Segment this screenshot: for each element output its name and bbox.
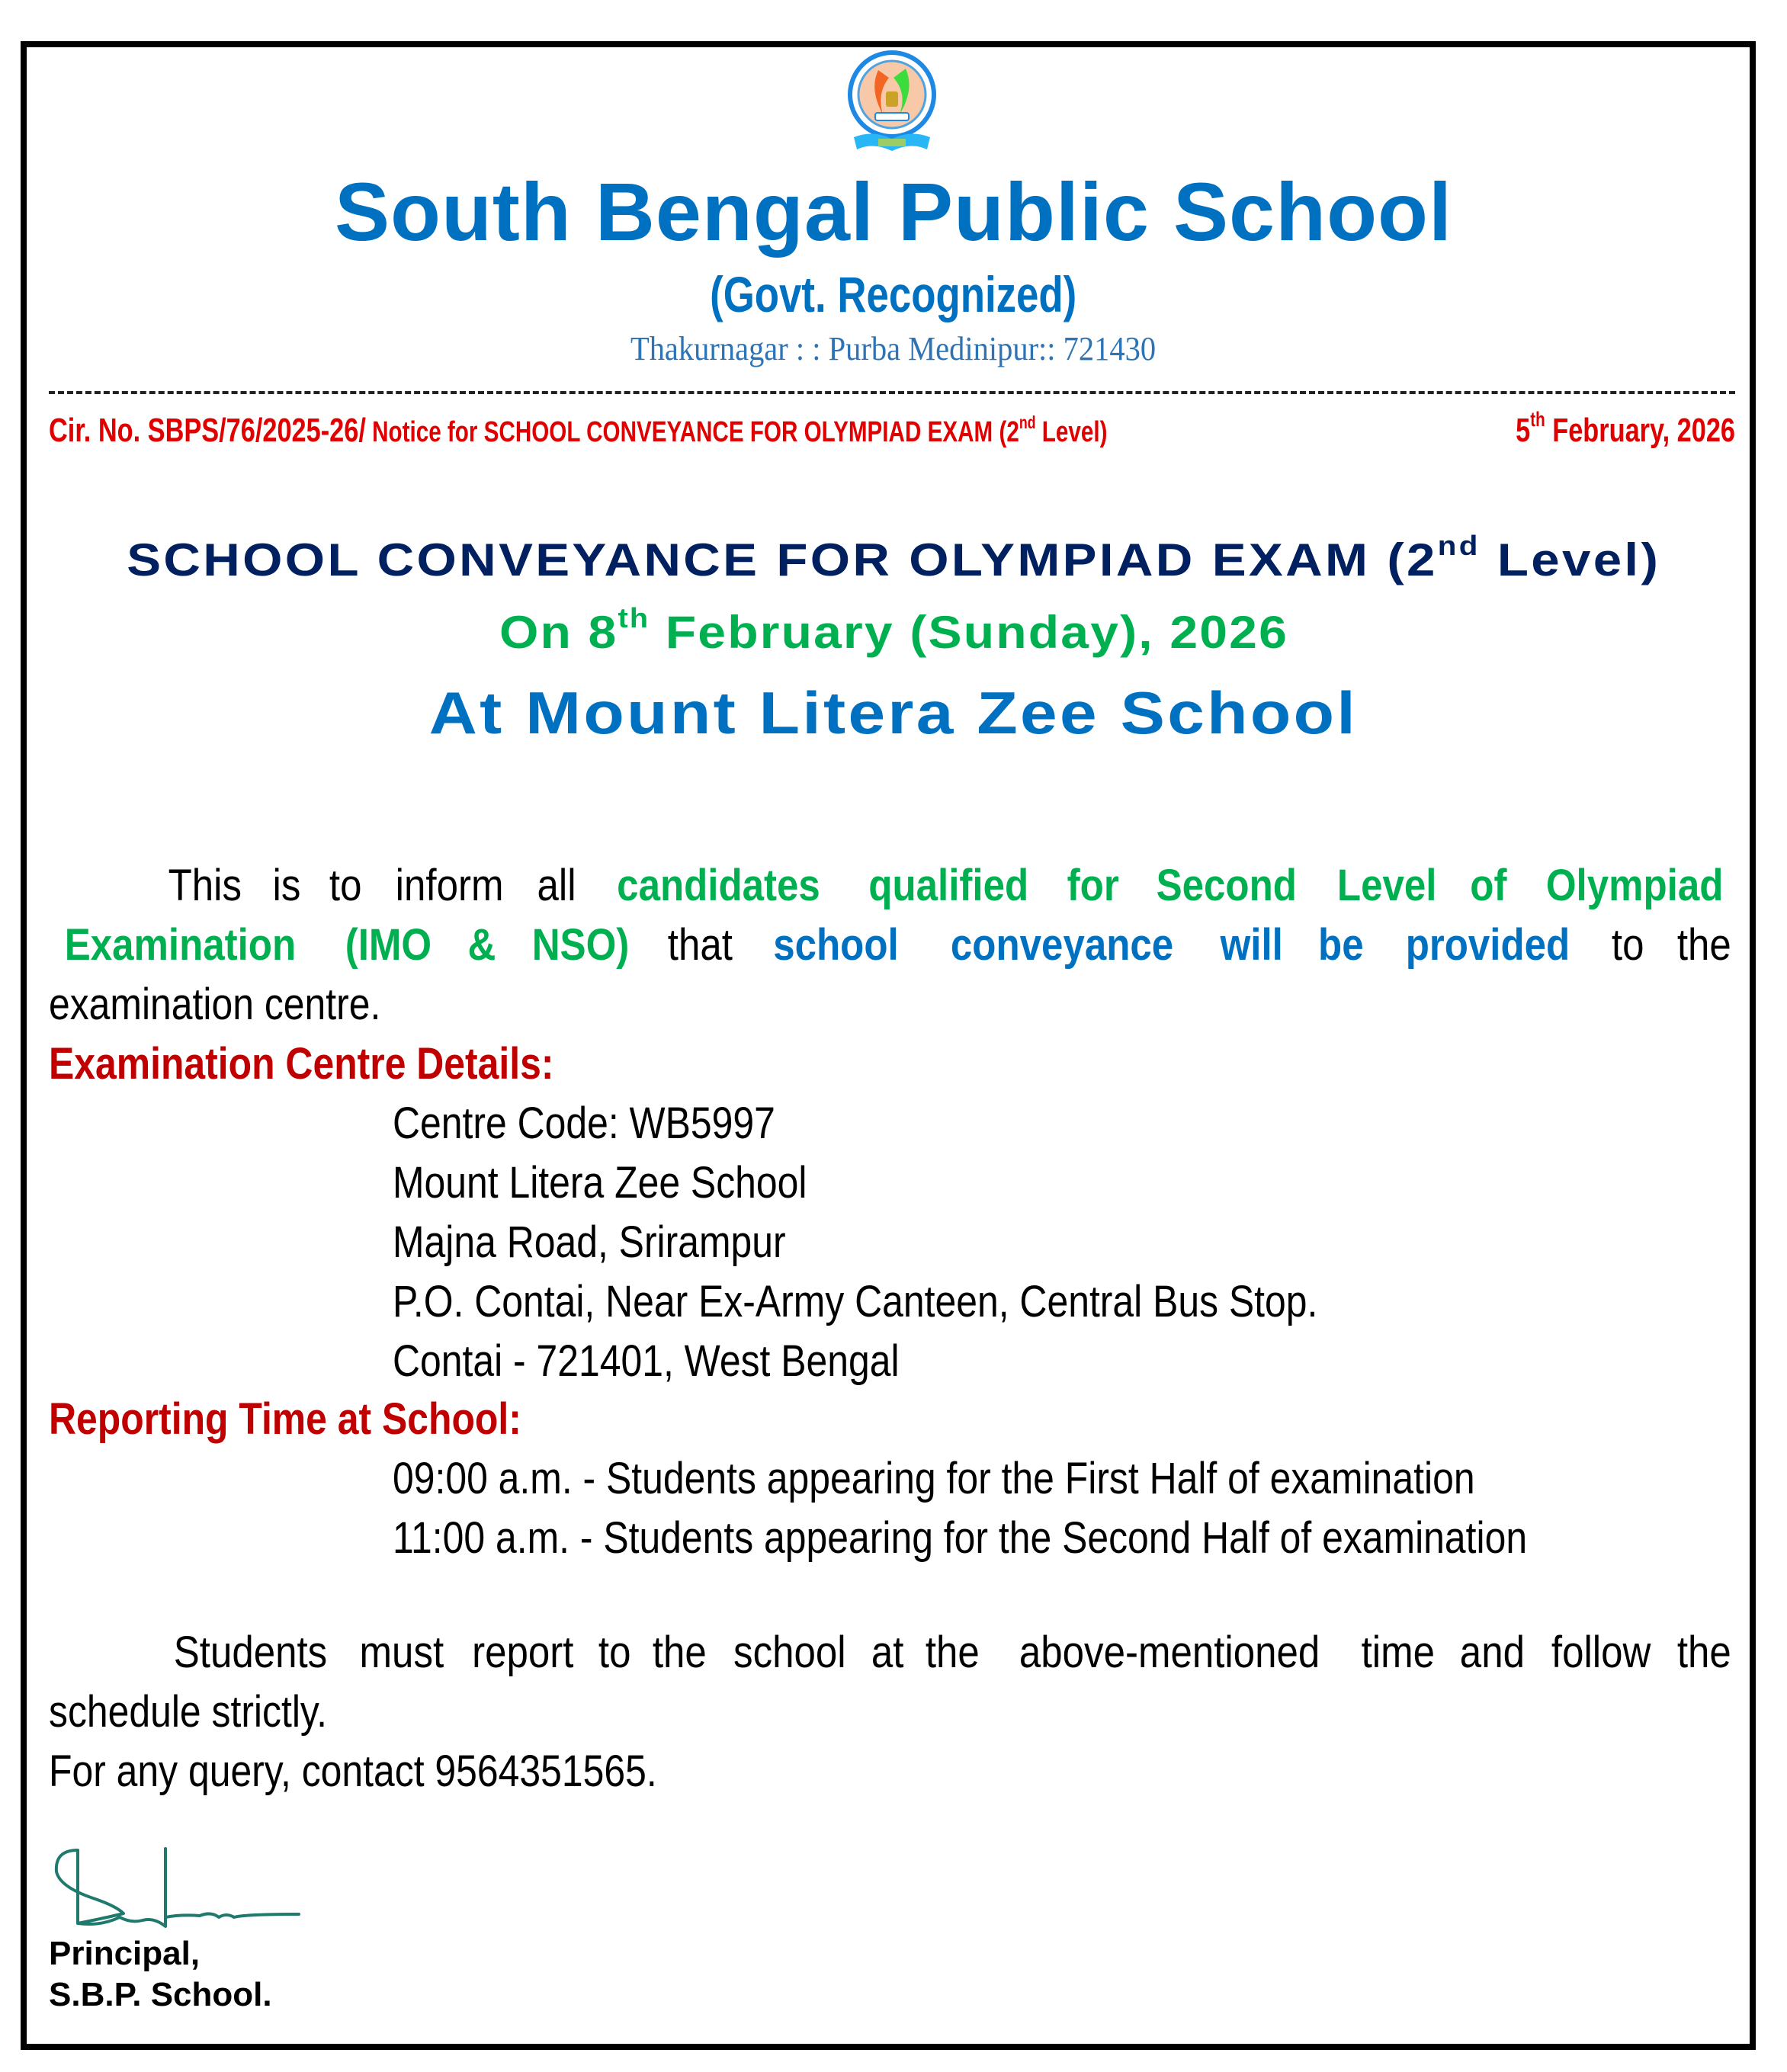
word: This — [168, 861, 242, 910]
closing-line-2: schedule strictly. — [49, 1687, 328, 1737]
word: for — [1067, 861, 1120, 910]
header-divider — [49, 391, 1735, 394]
centre-code: Centre Code: WB5997 — [393, 1099, 775, 1148]
centre-details-heading: Examination Centre Details: — [49, 1039, 554, 1089]
intro-line-1 — [49, 860, 1735, 911]
word: candidates — [617, 861, 820, 910]
word: the — [925, 1628, 980, 1677]
word: provided — [1405, 920, 1570, 970]
intro-line-2 — [49, 919, 1735, 970]
contact-line: For any query, contact 9564351565. — [49, 1746, 657, 1796]
word: Level — [1337, 861, 1437, 910]
word: at — [871, 1628, 904, 1677]
word: that — [668, 920, 733, 970]
word: must — [359, 1628, 444, 1677]
intro-line-3: examination centre. — [49, 980, 381, 1029]
word: be — [1318, 920, 1364, 970]
word: Olympiad — [1545, 861, 1724, 910]
word: follow — [1551, 1628, 1651, 1677]
closing-line-1 — [49, 1627, 1735, 1678]
centre-name: Mount Litera Zee School — [393, 1158, 807, 1208]
reporting-time-first-half: 09:00 a.m. - Students appearing for the First Half of examination — [393, 1454, 1475, 1503]
circular-line — [49, 408, 1735, 450]
word: qualified — [868, 861, 1029, 910]
centre-landmark: P.O. Contai, Near Ex-Army Canteen, Central Bus Stop. — [393, 1277, 1318, 1326]
recognition-status: (Govt. Recognized) — [710, 266, 1077, 322]
word: inform — [395, 861, 504, 910]
word: above-mentioned — [1019, 1628, 1320, 1677]
word: & — [467, 920, 496, 970]
word: of — [1470, 861, 1507, 910]
word: Second — [1156, 861, 1298, 910]
school-logo — [839, 47, 945, 162]
word: conveyance — [950, 920, 1173, 970]
word: (IMO — [345, 920, 432, 970]
word: report — [471, 1628, 574, 1677]
school-address: Thakurnagar : : Purba Medinipur:: 721430 — [630, 330, 1157, 367]
word: to — [598, 1628, 631, 1677]
signatory-school: S.B.P. School. — [49, 1976, 272, 2013]
school-name: South Bengal Public School — [334, 165, 1453, 258]
reporting-time-second-half: 11:00 a.m. - Students appearing for the Second Half of examination — [393, 1513, 1528, 1563]
word: time — [1361, 1628, 1435, 1677]
word: is — [272, 861, 301, 910]
circular-subject: Notice for SCHOOL CONVEYANCE FOR OLYMPIAD EXAM (2nd Level) — [365, 412, 1108, 448]
word: school — [733, 1628, 846, 1677]
word: NSO) — [531, 920, 630, 970]
centre-road: Majna Road, Srirampur — [393, 1217, 786, 1267]
word: and — [1459, 1628, 1526, 1677]
principal-signature — [47, 1841, 322, 1932]
reporting-heading: Reporting Time at School: — [49, 1394, 521, 1444]
word: the — [1677, 920, 1732, 970]
circular-number: Cir. No. SBPS/76/2025-26/ — [49, 412, 366, 449]
word: the — [652, 1628, 707, 1677]
word: Students — [173, 1628, 328, 1677]
circular-date: 5th February, 2026 — [1516, 408, 1735, 449]
word: will — [1220, 920, 1284, 970]
notice-heading: SCHOOL CONVEYANCE FOR OLYMPIAD EXAM (2nd Level) — [127, 530, 1660, 585]
venue-heading: At Mount Litera Zee School — [428, 679, 1359, 746]
exam-date-heading: On 8th February (Sunday), 2026 — [499, 602, 1288, 658]
word: all — [537, 861, 576, 910]
word: to — [329, 861, 362, 910]
word: Examination — [64, 920, 297, 970]
word: the — [1677, 1628, 1732, 1677]
word: to — [1611, 920, 1644, 970]
word: school — [773, 920, 900, 970]
signatory-title: Principal, — [49, 1935, 201, 1972]
centre-city: Contai - 721401, West Bengal — [393, 1336, 900, 1386]
